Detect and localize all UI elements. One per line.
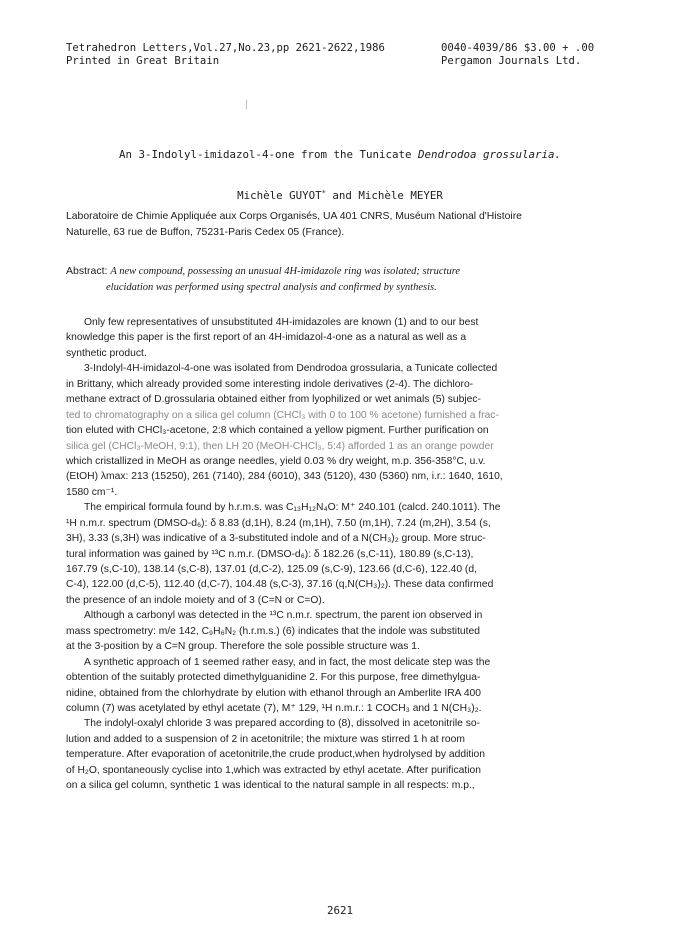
body-line: ted to chromatography on a silica gel column (CHCl₃ with 0 to 100 % acetone) furnished a frac- <box>66 409 499 421</box>
printed-in: Printed in Great Britain <box>66 55 220 67</box>
body-line: at the 3-position by a C=N group. Therefore the sole possible structure was 1. <box>66 641 420 653</box>
body-line: of H₂O, spontaneously cyclise into 1,which was extracted by ethyl acetate. After purification <box>66 764 481 776</box>
author-1: Michèle GUYOT <box>237 189 322 202</box>
body-line: 3H), 3.33 (s,3H) was indicative of a 3-substituted indole and of a N(CH₃)₂ group. More struc- <box>66 533 486 545</box>
body-line: C-4), 122.00 (d,C-5), 112.40 (d,C-7), 104.48 (s,C-3), 37.16 (q,N(CH₃)₂). These data confirmed <box>66 579 494 591</box>
body-line: tural information was gained by ¹³C n.m.r. (DMSO-d₆): δ 182.26 (s,C-11), 180.89 (s,C-13), <box>66 548 474 560</box>
body-line: 1580 cm⁻¹. <box>66 486 118 498</box>
body-line: on a silica gel column, synthetic 1 was identical to the natural sample in all respects: m.p., <box>66 780 475 792</box>
body-line: which cristallized in MeOH as orange needles, yield 0.03 % dry weight, m.p. 356-358°C, u.v. <box>66 455 486 467</box>
abstract-label: Abstract: <box>66 265 111 277</box>
body-line: Although a carbonyl was detected in the ¹³C n.m.r. spectrum, the parent ion observed in <box>84 610 483 622</box>
page-number: 2621 <box>326 904 353 917</box>
body-line: lution and added to a suspension of 2 in acetonitrile; the mixture was stirred 1 h at room <box>66 733 465 745</box>
author-2: and Michèle MEYER <box>325 189 443 202</box>
body-line: A synthetic approach of 1 seemed rather easy, and in fact, the most delicate step was the <box>84 656 491 668</box>
author-line <box>0 189 680 202</box>
body-line: The empirical formula found by h.r.m.s. was C₁₃H₁₂N₄O: M⁺ 240.101 (calcd. 240.1011). The <box>84 502 501 514</box>
corresponding-mark: * <box>321 189 326 197</box>
paper-title <box>0 148 680 161</box>
body-line: Only few representatives of unsubstituted 4H-imidazoles are known (1) and to our best <box>84 317 479 328</box>
body-line: ¹H n.m.r. spectrum (DMSO-d₆): δ 8.83 (d,1H), 8.24 (m,1H), 7.50 (m,1H), 7.24 (m,2H), 3.54 (s, <box>66 517 491 529</box>
body-line: obtention of the suitably protected dimethylguanidine 2. For this purpose, free dimethylgua- <box>66 672 481 684</box>
body-line: 167.79 (s,C-10), 138.14 (s,C-8), 137.01 (d,C-2), 125.09 (s,C-9), 123.66 (d,C-6), 122.40 (d, <box>66 564 477 575</box>
body-line: 3-Indolyl-4H-imidazol-4-one was isolated from Dendrodoa grossularia, a Tunicate collected <box>84 363 498 375</box>
abstract <box>66 264 631 295</box>
affiliation-line-1: Laboratoire de Chimie Appliquée aux Corps Organisés, UA 401 CNRS, Muséum National d'Histoire <box>66 211 522 222</box>
scan-mark <box>246 100 247 109</box>
title-main: An 3-Indolyl-imidazol-4-one from the Tunicate <box>118 148 418 161</box>
body-line: mass spectrometry: m/e 142, C₉H₆N₂ (h.r.m.s.) (6) indicates that the indole was substituted <box>66 625 480 637</box>
issn-price: 0040-4039/86 $3.00 + .00 <box>441 42 595 54</box>
body-line: methane extract of D.grossularia obtained either from lyophilized or wet animals (5) subjec- <box>66 394 481 406</box>
body-line: nidine, obtained from the chlorhydrate by elution with ethanol through an Amberlite IRA 400 <box>66 687 481 699</box>
body-line: silica gel (CHCl₃-MeOH, 9:1), then LH 20 (MeOH-CHCl₃, 5:4) afforded 1 as an orange powder <box>66 440 494 452</box>
body-line: temperature. After evaporation of acetonitrile,the crude product,when hydrolysed by addition <box>66 749 485 761</box>
abstract-line-2: elucidation was performed using spectral analysis and confirmed by synthesis. <box>106 281 437 293</box>
body-line: the presence of an indole moiety and of 3 (C=N or C=O). <box>66 594 325 606</box>
title-species: Dendrodoa grossularia. <box>418 148 562 161</box>
body-line: knowledge this paper is the first report of an 4H-imidazol-4-one as a natural as well as a <box>66 332 467 344</box>
body-line: synthetic product. <box>66 347 147 359</box>
body-line: tion eluted with CHCl₃-acetone, 2:8 which contained a yellow pigment. Further purification on <box>66 425 489 437</box>
body-text <box>66 315 634 794</box>
affiliation-line-2: Naturelle, 63 rue de Buffon, 75231-Paris Cedex 05 (France). <box>66 227 345 238</box>
publisher: Pergamon Journals Ltd. <box>441 55 582 67</box>
body-line: in Brittany, which already provided some interesting indole derivatives (2-4). The dichloro- <box>66 378 474 390</box>
abstract-line-1: A new compound, possessing an unusual 4H-imidazole ring was isolated; structure <box>110 266 461 277</box>
journal-citation: Tetrahedron Letters,Vol.27,No.23,pp 2621-2622,1986 <box>66 42 385 54</box>
body-line: column (7) was acetylated by ethyl acetate (7), M⁺ 129, ¹H n.m.r.: 1 COCH₃ and 1 N(CH₃)₂. <box>66 702 482 714</box>
body-line: (EtOH) λmax: 213 (15250), 261 (7140), 284 (6010), 343 (5120), 430 (5360) nm, i.r.: 1640, 1610, <box>66 471 503 483</box>
body-line: The indolyl-oxalyl chloride 3 was prepared according to (8), dissolved in acetonitrile so- <box>84 718 481 730</box>
